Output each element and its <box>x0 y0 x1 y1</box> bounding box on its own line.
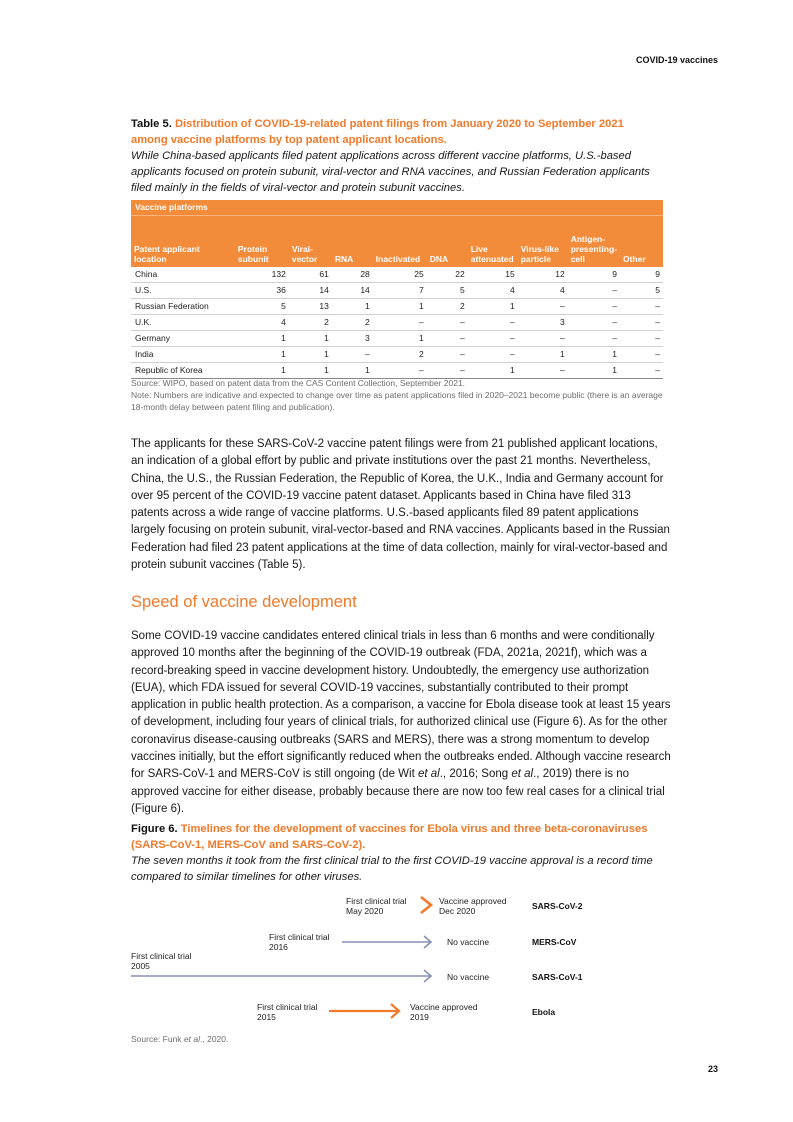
table-subtitle: While China-based applicants filed patent applications across different vaccine platforms, U.S.-based applicants focused on protein subunit, viral-vector and RNA vaccines, and Russian Federation applicants filed mainly in the fields of viral-vector and protein subunit vaccines. <box>131 150 650 194</box>
figure-title: Timelines for the development of vaccines for Ebola virus and three beta-coronaviruses (SARS-CoV-1, MERS-CoV and SARS-CoV-2). <box>131 823 648 851</box>
table-cell: 1 <box>568 363 620 379</box>
table-cell: 1 <box>289 347 332 363</box>
table-cell: 7 <box>373 283 427 299</box>
table-cell: 5 <box>427 283 468 299</box>
column-header: Patent applicant location <box>131 216 235 267</box>
et-al-text: et al <box>511 768 534 781</box>
row-location: China <box>131 267 235 283</box>
table-cell: – <box>427 363 468 379</box>
table-cell: 1 <box>568 347 620 363</box>
table-cell: – <box>427 347 468 363</box>
table-cell: 25 <box>373 267 427 283</box>
column-header: Virus-like particle <box>518 216 568 267</box>
table-cell: 1 <box>373 331 427 347</box>
table-cell: 61 <box>289 267 332 283</box>
table-cell: 1 <box>332 363 373 379</box>
row-location: India <box>131 347 235 363</box>
table-cell: 2 <box>427 299 468 315</box>
body-paragraph: The applicants for these SARS-CoV-2 vaccine patent filings were from 21 published applicant locations, an indication of a global effort by public and private institutions over the past 21 months. Nevertheless, China, the U.S., the Russian Federation, the Republic of Korea, the U.K., India and Germany account for over 95 percent of the COVID-19 vaccine patent dataset. Applicants based in China have filed 313 patents across a wide range of vaccine platforms. U.S.-based applicants filed 89 patent applications largely focusing on protein subunit, viral-vector-based and RNA vaccines. Applicants based in the Russian Federation had filed 23 patent applications at the time of data collection, mainly for viral-vector-based and protein subunit vaccines (Table 5). <box>131 438 670 572</box>
column-header: Live attenuated <box>468 216 518 267</box>
virus-label: MERS-CoV <box>532 937 577 947</box>
table-cell: – <box>620 315 663 331</box>
row-location: Germany <box>131 331 235 347</box>
table-cell: 2 <box>289 315 332 331</box>
table-cell: 9 <box>568 267 620 283</box>
timeline-mers-cov <box>342 936 431 948</box>
table-cell: – <box>568 331 620 347</box>
table-cell: 13 <box>289 299 332 315</box>
virus-label: SARS-CoV-2 <box>532 901 583 911</box>
row-location: U.S. <box>131 283 235 299</box>
table-cell: – <box>427 331 468 347</box>
table-cell: 1 <box>518 347 568 363</box>
vaccine-status-label: Vaccine approved 2019 <box>410 1002 478 1022</box>
table-cell: – <box>518 363 568 379</box>
timeline-sars-cov-1 <box>131 970 431 982</box>
table-cell: – <box>568 315 620 331</box>
trial-start-label: First clinical trial 2015 <box>257 1002 318 1022</box>
table-cell: 28 <box>332 267 373 283</box>
table-cell: 2 <box>332 315 373 331</box>
timeline-ebola <box>329 1004 399 1018</box>
table-cell: 1 <box>289 331 332 347</box>
table-cell: – <box>427 315 468 331</box>
table-cell: 36 <box>235 283 289 299</box>
table-title: Distribution of COVID-19-related patent filings from January 2020 to September 2021 among vaccine platforms by top patent applicant locations. <box>131 118 624 146</box>
et-al-text: et al <box>417 768 440 781</box>
table-cell: – <box>620 331 663 347</box>
table-cell: – <box>468 331 518 347</box>
section-heading: Speed of vaccine development <box>131 593 357 611</box>
table-cell: 3 <box>332 331 373 347</box>
row-location: Russian Federation <box>131 299 235 315</box>
paragraph-text: ., 2019) there is no approved vaccine for either disease, probably because there are now too few real cases for a clinical trial (Figure 6). <box>131 768 665 815</box>
paragraph-text: Some COVID-19 vaccine candidates entered clinical trials in less than 6 months and were conditionally approved 10 months after the beginning of the COVID-19 outbreak (FDA, 2021a, 2021f), which was a record-breaking speed in vaccine development history. Undoubtedly, the emergency use authorization (EUA), which FDA issued for several COVID-19 vaccines, substantially contributed to their prompt application in public health protection. As a comparison, a vaccine for Ebola disease took at least 15 years of development, including four years of clinical trials, for authorized clinical use (Figure 6). As for the other coronavirus disease-causing outbreaks (SARS and MERS), there was a strong momentum to develop vaccines initially, but the effort significantly reduced when the outbreaks ended. Although vaccine research for SARS-CoV-1 and MERS-CoV is still ongoing (de Wit <box>131 630 671 781</box>
table-cell: 1 <box>235 331 289 347</box>
table-cell: – <box>620 363 663 379</box>
column-header: RNA <box>332 216 373 267</box>
trial-start-label: First clinical trial 2005 <box>131 951 192 971</box>
table-cell: – <box>373 315 427 331</box>
vaccine-status-label: No vaccine <box>447 972 490 982</box>
table-cell: – <box>568 299 620 315</box>
table-cell: 15 <box>468 267 518 283</box>
arrowhead-approved <box>421 897 431 913</box>
table-cell: – <box>518 331 568 347</box>
table-cell: 1 <box>235 347 289 363</box>
column-header: Antigen-presenting-cell <box>568 216 620 267</box>
table-cell: 3 <box>518 315 568 331</box>
column-header: Protein subunit <box>235 216 289 267</box>
vaccine-status-label: No vaccine <box>447 937 490 947</box>
table-source: Source: WIPO, based on patent data from the CAS Content Collection, September 2021. <box>131 378 466 388</box>
table-cell: – <box>373 363 427 379</box>
table-cell: 14 <box>332 283 373 299</box>
table-cell: 1 <box>373 299 427 315</box>
column-header: Inactivated <box>373 216 427 267</box>
column-header: Other <box>620 216 663 267</box>
virus-label: SARS-CoV-1 <box>532 972 583 982</box>
figure-source: Source: Funk et al., 2020. <box>131 1034 229 1044</box>
table-cell: 1 <box>468 299 518 315</box>
table-cell: 132 <box>235 267 289 283</box>
running-header: COVID-19 vaccines <box>635 55 718 65</box>
table-cell: – <box>468 315 518 331</box>
table-label: Table 5. <box>131 118 172 130</box>
trial-start-label: First clinical trial 2016 <box>269 932 330 952</box>
table-cell: – <box>620 299 663 315</box>
table-cell: – <box>518 299 568 315</box>
table-cell: 14 <box>289 283 332 299</box>
row-location: Republic of Korea <box>131 363 235 379</box>
column-header: DNA <box>427 216 468 267</box>
timeline-sars-cov-2 <box>421 897 431 913</box>
table-cell: 1 <box>468 363 518 379</box>
figure-subtitle: The seven months it took from the first clinical trial to the first COVID-19 vaccine approval is a record time compared to similar timelines for other viruses. <box>131 855 653 883</box>
page-number: 23 <box>707 1064 718 1074</box>
table-cell: 1 <box>289 363 332 379</box>
table-cell: 1 <box>235 363 289 379</box>
trial-start-label: First clinical trial May 2020 <box>346 896 407 916</box>
column-header: Viral-vector <box>289 216 332 267</box>
vaccine-status-label: Vaccine approved Dec 2020 <box>439 896 507 916</box>
table-cell: 5 <box>235 299 289 315</box>
table-cell: 1 <box>332 299 373 315</box>
table-cell: 12 <box>518 267 568 283</box>
table-cell: – <box>332 347 373 363</box>
table-cell: 22 <box>427 267 468 283</box>
table-cell: 2 <box>373 347 427 363</box>
table-cell: 4 <box>468 283 518 299</box>
table-note: Note: Numbers are indicative and expected to change over time as patent applications filed in 2020–2021 become public (there is an average 18-month delay between patent filing and publication). <box>131 390 663 412</box>
table-cell: – <box>620 347 663 363</box>
table-cell: 4 <box>235 315 289 331</box>
paragraph-text: ., 2016; Song <box>439 768 509 781</box>
table-cell: 4 <box>518 283 568 299</box>
table-cell: 9 <box>620 267 663 283</box>
table-cell: – <box>468 347 518 363</box>
table-cell: – <box>568 283 620 299</box>
figure-label: Figure 6. <box>131 823 178 835</box>
vaccine-platforms-header: Vaccine platforms <box>131 200 663 215</box>
table-cell: 5 <box>620 283 663 299</box>
virus-label: Ebola <box>532 1007 556 1017</box>
row-location: U.K. <box>131 315 235 331</box>
